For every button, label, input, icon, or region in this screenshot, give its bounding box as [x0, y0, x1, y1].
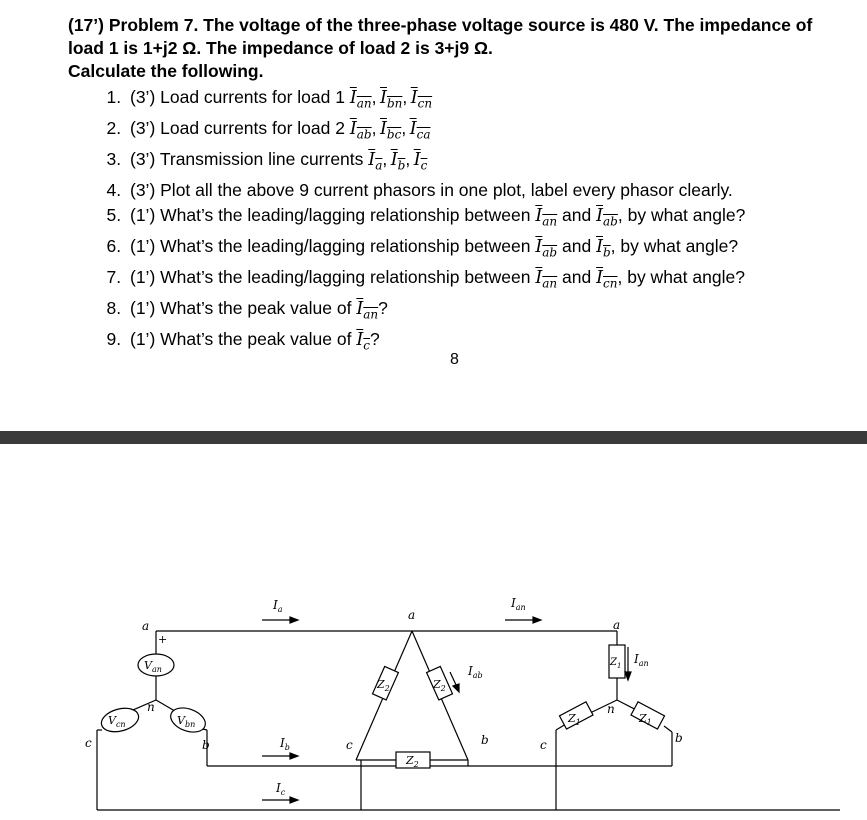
label-Ib: $I_b$ [280, 736, 290, 752]
question-item-2: 2. (3’) Load currents for load 2 $I_{ab}$, $I_{bc}$, $I_{ca}$ [126, 116, 858, 147]
label-a-source: a [142, 619, 150, 633]
label-c-source: c [85, 736, 92, 750]
label-b-delta: b [481, 733, 489, 747]
label-n-source: n [147, 700, 155, 714]
question-item-1: 1. (3’) Load currents for load 1 $I_{an}$, $I_{bn}$, $I_{cn}$ [126, 85, 858, 116]
label-Z2-bottom: $Z_2$ [406, 754, 419, 769]
page-divider [0, 431, 867, 444]
label-n-wye: n [607, 702, 615, 716]
label-Iab: $I_{ab}$ [468, 664, 483, 680]
label-Z2-left: $Z_2$ [377, 678, 390, 693]
label-Vcn: $V_{cn}$ [108, 714, 126, 729]
question-item-9: 9. (1’) What’s the peak value of $I_c$? [126, 327, 858, 358]
label-Vbn: $V_{bn}$ [177, 714, 196, 729]
question-list [68, 85, 858, 358]
label-Ian-line: $I_{an}$ [511, 596, 526, 612]
label-Ian-load: $I_{an}$ [634, 652, 649, 668]
page-number: 8 [450, 351, 459, 368]
label-Z2-right: $Z_2$ [433, 678, 446, 693]
question-item-4: 4. (3’) Plot all the above 9 current phasors in one plot, label every phasor clearly. [126, 178, 858, 203]
question-item-5: 5. (1’) What’s the leading/lagging relationship between $I_{an}$ and $I_{ab}$, by what angle? [126, 203, 858, 234]
label-Van: $V_{an}$ [144, 659, 162, 674]
question-item-3: 3. (3’) Transmission line currents $I_a$, $I_b$, $I_c$ [126, 147, 858, 178]
circuit-diagram [0, 590, 867, 820]
label-b-source: b [202, 738, 210, 752]
label-plus: + [158, 633, 168, 646]
label-Z1-right: $Z_1$ [639, 712, 652, 727]
label-Ic: $I_c$ [276, 781, 286, 797]
label-a-wye: a [613, 618, 621, 632]
problem-title-line2: load 1 is 1+j2 Ω. The impedance of load 2 is 3+j9 Ω. [68, 38, 493, 58]
question-item-7: 7. (1’) What’s the leading/lagging relationship between $I_{an}$ and $I_{cn}$, by what angle? [126, 265, 858, 296]
label-a-delta: a [408, 608, 416, 622]
label-Z1-top: $Z_1$ [610, 657, 622, 670]
label-c-wye: c [540, 738, 547, 752]
label-Ia: $I_a$ [273, 598, 283, 614]
label-c-delta: c [346, 738, 353, 752]
question-item-6: 6. (1’) What’s the leading/lagging relationship between $I_{ab}$ and $I_b$, by what angle? [126, 234, 858, 265]
label-b-wye: b [675, 731, 683, 745]
question-item-8: 8. (1’) What’s the peak value of $I_{an}$? [126, 296, 858, 327]
problem-subtitle: Calculate the following. [68, 61, 264, 81]
problem-title-line1: (17’) Problem 7. The voltage of the three-phase voltage source is 480 V. The impedance of [68, 15, 813, 35]
label-Z1-left: $Z_1$ [568, 712, 581, 727]
problem-statement [68, 14, 858, 358]
